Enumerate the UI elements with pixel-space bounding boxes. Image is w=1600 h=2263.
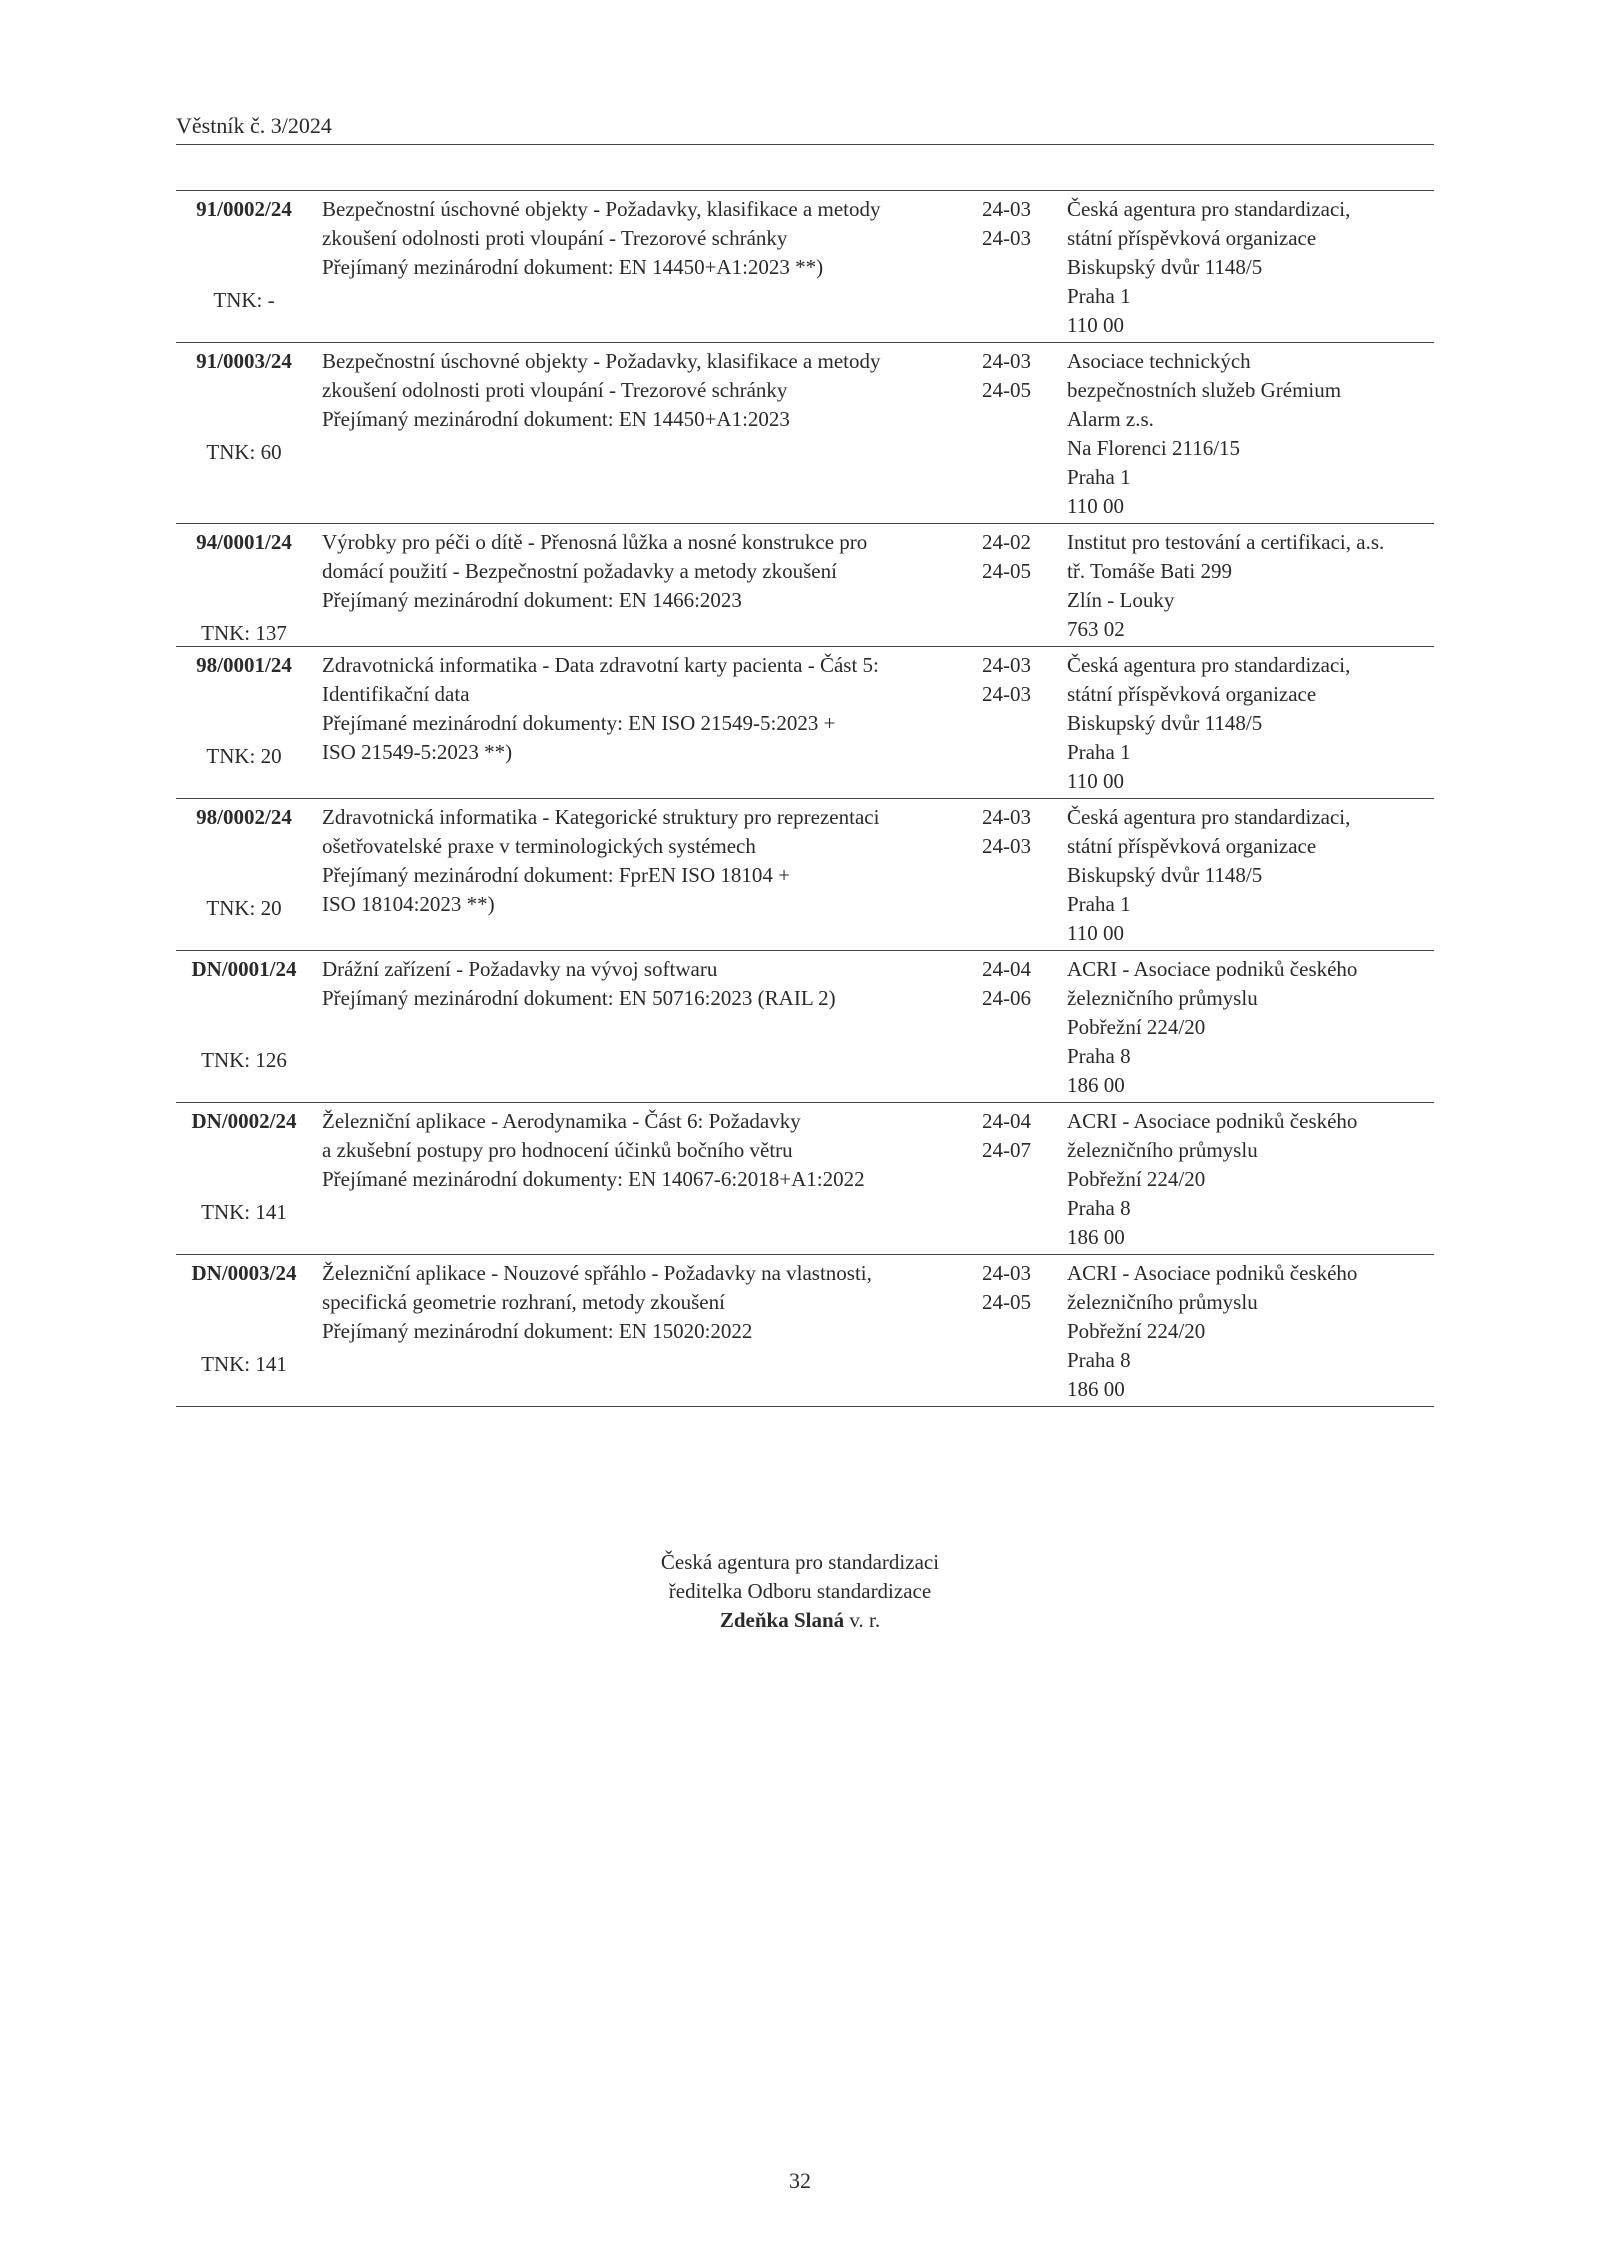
title-line: Železniční aplikace - Nouzové spřáhlo - Požadavky na vlastnosti, bbox=[322, 1261, 872, 1285]
address-line: železničního průmyslu bbox=[1067, 1290, 1258, 1314]
address-line: 763 02 bbox=[1067, 617, 1125, 641]
entry-address-cell bbox=[1067, 955, 1434, 1100]
date-code: 24-05 bbox=[982, 378, 1031, 402]
tnk-label: TNK: 126 bbox=[201, 1048, 287, 1072]
page-number: 32 bbox=[789, 2168, 811, 2193]
title-line: Zdravotnická informatika - Data zdravotní karty pacienta - Část 5: bbox=[322, 653, 879, 677]
entry-title-cell bbox=[312, 651, 972, 796]
title-line: Přejímané mezinárodní dokumenty: EN ISO 21549-5:2023 + bbox=[322, 711, 836, 735]
title-line: Přejímaný mezinárodní dokument: EN 14450+A1:2023 **) bbox=[322, 255, 824, 279]
entry-id-cell bbox=[176, 803, 312, 948]
address-line: ACRI - Asociace podniků českého bbox=[1067, 1261, 1358, 1285]
title-line: Železniční aplikace - Aerodynamika - Část 6: Požadavky bbox=[322, 1109, 801, 1133]
signature-org: Česká agentura pro standardizaci bbox=[660, 1550, 940, 1574]
address-line: Pobřežní 224/20 bbox=[1067, 1015, 1206, 1039]
tnk-label: TNK: 20 bbox=[206, 744, 282, 768]
title-line: zkoušení odolnosti proti vloupání - Trezorové schránky bbox=[322, 226, 788, 250]
tnk-label: TNK: 137 bbox=[201, 621, 287, 645]
entry-id-cell bbox=[176, 528, 312, 644]
address-line: Na Florenci 2116/15 bbox=[1067, 436, 1241, 460]
entry-address-cell bbox=[1067, 1107, 1434, 1252]
title-line: ISO 18104:2023 **) bbox=[322, 892, 495, 916]
entry-number: 94/0001/24 bbox=[196, 530, 292, 554]
date-code: 24-04 bbox=[982, 957, 1031, 981]
address-line: 110 00 bbox=[1067, 921, 1124, 945]
address-line: Praha 1 bbox=[1067, 892, 1131, 916]
title-line: domácí použití - Bezpečnostní požadavky a metody zkoušení bbox=[322, 559, 837, 583]
date-code: 24-03 bbox=[982, 805, 1031, 829]
entry-address-cell bbox=[1067, 803, 1434, 948]
date-code: 24-03 bbox=[982, 1261, 1031, 1285]
date-code: 24-05 bbox=[982, 1290, 1031, 1314]
signature-name: Zdeňka Slaná bbox=[719, 1608, 845, 1632]
entry-title-cell bbox=[312, 528, 972, 644]
tnk-label: TNK: 60 bbox=[206, 440, 282, 464]
entry-number: 98/0001/24 bbox=[196, 653, 292, 677]
title-line: Zdravotnická informatika - Kategorické struktury pro reprezentaci bbox=[322, 805, 880, 829]
entry-address-cell bbox=[1067, 347, 1434, 521]
address-line: Asociace technických bbox=[1067, 349, 1251, 373]
address-line: Praha 1 bbox=[1067, 740, 1131, 764]
title-line: Přejímaný mezinárodní dokument: EN 50716:2023 (RAIL 2) bbox=[322, 986, 836, 1010]
entry-title-cell bbox=[312, 803, 972, 948]
address-line: státní příspěvková organizace bbox=[1067, 682, 1317, 706]
address-line: Praha 8 bbox=[1067, 1196, 1131, 1220]
date-code: 24-03 bbox=[982, 653, 1031, 677]
table-row bbox=[176, 951, 1434, 1103]
title-line: Přejímaný mezinárodní dokument: EN 1466:2023 bbox=[322, 588, 742, 612]
title-line: zkoušení odolnosti proti vloupání - Trezorové schránky bbox=[322, 378, 788, 402]
date-code: 24-05 bbox=[982, 559, 1031, 583]
tnk-label: TNK: - bbox=[213, 288, 275, 312]
signature-block bbox=[500, 1548, 1100, 1635]
entry-id-cell bbox=[176, 347, 312, 521]
tnk-label: TNK: 141 bbox=[201, 1352, 287, 1376]
date-code: 24-03 bbox=[982, 349, 1031, 373]
table-row bbox=[176, 647, 1434, 799]
address-line: tř. Tomáše Bati 299 bbox=[1067, 559, 1232, 583]
entry-title-cell bbox=[312, 955, 972, 1100]
entry-address-cell bbox=[1067, 528, 1434, 644]
address-line: Česká agentura pro standardizaci, bbox=[1067, 805, 1351, 829]
entry-dates-cell bbox=[972, 955, 1067, 1100]
address-line: Pobřežní 224/20 bbox=[1067, 1319, 1206, 1343]
title-line: Bezpečnostní úschovné objekty - Požadavky, klasifikace a metody bbox=[322, 349, 881, 373]
address-line: Institut pro testování a certifikaci, a.s. bbox=[1067, 530, 1385, 554]
address-line: Biskupský dvůr 1148/5 bbox=[1067, 863, 1263, 887]
entry-number: DN/0002/24 bbox=[191, 1109, 297, 1133]
entry-dates-cell bbox=[972, 1259, 1067, 1404]
entry-id-cell bbox=[176, 1259, 312, 1404]
entry-address-cell bbox=[1067, 651, 1434, 796]
address-line: Pobřežní 224/20 bbox=[1067, 1167, 1206, 1191]
title-line: ošetřovatelské praxe v terminologických systémech bbox=[322, 834, 756, 858]
entry-id-cell bbox=[176, 195, 312, 340]
date-code: 24-04 bbox=[982, 1109, 1031, 1133]
title-line: Přejímaný mezinárodní dokument: EN 15020:2022 bbox=[322, 1319, 753, 1343]
entry-address-cell bbox=[1067, 195, 1434, 340]
title-line: Drážní zařízení - Požadavky na vývoj softwaru bbox=[322, 957, 718, 981]
date-code: 24-07 bbox=[982, 1138, 1031, 1162]
address-line: bezpečnostních služeb Grémium bbox=[1067, 378, 1342, 402]
address-line: Alarm z.s. bbox=[1067, 407, 1154, 431]
entry-address-cell bbox=[1067, 1259, 1434, 1404]
entry-id-cell bbox=[176, 1107, 312, 1252]
address-line: 186 00 bbox=[1067, 1225, 1125, 1249]
table-row bbox=[176, 799, 1434, 951]
address-line: Praha 1 bbox=[1067, 284, 1131, 308]
address-line: Biskupský dvůr 1148/5 bbox=[1067, 255, 1263, 279]
entry-number: 98/0002/24 bbox=[196, 805, 292, 829]
title-line: Přejímané mezinárodní dokumenty: EN 14067-6:2018+A1:2022 bbox=[322, 1167, 865, 1191]
entry-dates-cell bbox=[972, 651, 1067, 796]
title-line: Identifikační data bbox=[322, 682, 470, 706]
address-line: ACRI - Asociace podniků českého bbox=[1067, 1109, 1358, 1133]
table-row bbox=[176, 1255, 1434, 1407]
table-row bbox=[176, 524, 1434, 647]
title-line: Bezpečnostní úschovné objekty - Požadavky, klasifikace a metody bbox=[322, 197, 881, 221]
date-code: 24-03 bbox=[982, 682, 1031, 706]
signature-role: ředitelka Odboru standardizace bbox=[668, 1579, 932, 1603]
date-code: 24-03 bbox=[982, 834, 1031, 858]
date-code: 24-03 bbox=[982, 197, 1031, 221]
title-line: ISO 21549-5:2023 **) bbox=[322, 740, 513, 764]
address-line: 110 00 bbox=[1067, 769, 1124, 793]
date-code: 24-03 bbox=[982, 226, 1031, 250]
entry-title-cell bbox=[312, 1107, 972, 1252]
entry-dates-cell bbox=[972, 195, 1067, 340]
entry-dates-cell bbox=[972, 1107, 1067, 1252]
address-line: 186 00 bbox=[1067, 1377, 1125, 1401]
entry-title-cell bbox=[312, 347, 972, 521]
journal-header bbox=[176, 112, 1434, 145]
entry-number: 91/0002/24 bbox=[196, 197, 292, 221]
date-code: 24-02 bbox=[982, 530, 1031, 554]
address-line: Zlín - Louky bbox=[1067, 588, 1175, 612]
address-line: Praha 8 bbox=[1067, 1044, 1131, 1068]
date-code: 24-06 bbox=[982, 986, 1031, 1010]
address-line: železničního průmyslu bbox=[1067, 1138, 1258, 1162]
entry-number: DN/0003/24 bbox=[191, 1261, 297, 1285]
address-line: Česká agentura pro standardizaci, bbox=[1067, 197, 1351, 221]
entry-number: DN/0001/24 bbox=[191, 957, 297, 981]
title-line: Výrobky pro péči o dítě - Přenosná lůžka a nosné konstrukce pro bbox=[322, 530, 868, 554]
tnk-label: TNK: 20 bbox=[206, 896, 282, 920]
title-line: Přejímaný mezinárodní dokument: EN 14450+A1:2023 bbox=[322, 407, 790, 431]
entry-number: 91/0003/24 bbox=[196, 349, 292, 373]
entry-dates-cell bbox=[972, 347, 1067, 521]
signature-name-line bbox=[500, 1606, 1100, 1635]
address-line: Praha 1 bbox=[1067, 465, 1131, 489]
address-line: Praha 8 bbox=[1067, 1348, 1131, 1372]
standards-table bbox=[176, 190, 1434, 1407]
table-row bbox=[176, 191, 1434, 343]
entry-id-cell bbox=[176, 651, 312, 796]
address-line: státní příspěvková organizace bbox=[1067, 834, 1317, 858]
address-line: Biskupský dvůr 1148/5 bbox=[1067, 711, 1263, 735]
address-line: Česká agentura pro standardizaci, bbox=[1067, 653, 1351, 677]
address-line: 110 00 bbox=[1067, 313, 1124, 337]
entry-dates-cell bbox=[972, 803, 1067, 948]
table-row bbox=[176, 343, 1434, 524]
title-line: specifická geometrie rozhraní, metody zkoušení bbox=[322, 1290, 725, 1314]
address-line: ACRI - Asociace podniků českého bbox=[1067, 957, 1358, 981]
address-line: státní příspěvková organizace bbox=[1067, 226, 1317, 250]
title-line: Přejímaný mezinárodní dokument: FprEN ISO 18104 + bbox=[322, 863, 790, 887]
address-line: železničního průmyslu bbox=[1067, 986, 1258, 1010]
title-line: a zkušební postupy pro hodnocení účinků bočního větru bbox=[322, 1138, 793, 1162]
entry-dates-cell bbox=[972, 528, 1067, 644]
tnk-label: TNK: 141 bbox=[201, 1200, 287, 1224]
entry-title-cell bbox=[312, 1259, 972, 1404]
entry-id-cell bbox=[176, 955, 312, 1100]
journal-title: Věstník č. 3/2024 bbox=[176, 113, 332, 138]
entry-title-cell bbox=[312, 195, 972, 340]
address-line: 110 00 bbox=[1067, 494, 1124, 518]
table-row bbox=[176, 1103, 1434, 1255]
address-line: 186 00 bbox=[1067, 1073, 1125, 1097]
signature-suffix: v. r. bbox=[844, 1608, 881, 1632]
